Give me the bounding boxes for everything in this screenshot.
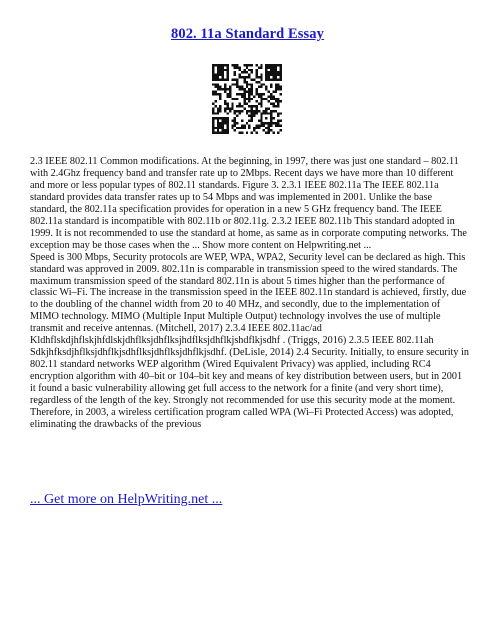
- get-more-link[interactable]: ... Get more on HelpWriting.net ...: [30, 492, 223, 507]
- essay-excerpt: 2.3 IEEE 802.11 Common modifications. At the beginning, in 1997, there was just one standard – 802.11 with 2.4Ghz frequency band and transfer rate up to 2Mbps. Recent days we have more than 10 different and more or less popular types of 802.11 standards. Figure 3. 2.3.1 IEEE 802.11a The IEEE 802.11a standard provides data transfer rates up to 54 Mbps and was implemented in 2001. Unlike the base standard, the 802.11a specification provides for operation in a new 5 GHz frequency band. The IEEE 802.11a standard is incompatible with 802.11b or 802.11g. 2.3.2 IEEE 802.11b This standard adopted in 1999. It is not recommended to use the standard at home, as same as in corporate computing networks. The exception may be those cases when the ... Show more content on Helpwriting.net ... Speed is 300 Mbps, Security protocols are WEP, WPA, WPA2, Security level can be declared as high. This standard was approved in 2009. 802.11n is comparable in transmission speed to the wired standards. The maximum transmission speed of the standard 802.11n is about 5 times higher than the performance of classic Wi–Fi. The increase in the transmission speed in the IEEE 802.11n standard is achieved, firstly, due to the doubling of the channel width from 20 to 40 MHz, and secondly, due to the implementation of MIMO technology. MIMO (Multiple Input Multiple Output) technology involves the use of multiple transmit and receive antennas. (Mitchell, 2017) 2.3.4 IEEE 802.11ac/ad Kldhflskdjhflskjhfdlskjdhflksjdhflksjhdflksjdhflkjshdflkjsdhf . (Triggs, 2016) 2.3.5 IEEE 802.11ah Sdkjhfksdjhflksjdhflkjsdhflksjdhflksjdhflkjsdhf. (DeLisle, 2014) 2.4 Security. Initially, to ensure security in 802.11 standard networks WEP algorithm (Wired Equivalent Privacy) was applied, including RC4 encryption algorithm with 40–bit or 104–bit key and means of key distribution between users, but in 2001 it found a basic vulnerability allowing get full access to the network for a finite (and very short time), regardless of the length of the key. Strongly not recommended for use this security mode at the moment. Therefore, in 2003, a wireless certification program called WPA (Wi–Fi Protected Access) was adopted, eliminating the drawbacks of the previous: [30, 156, 469, 430]
- page-title[interactable]: 802. 11a Standard Essay: [171, 26, 324, 42]
- qr-code-icon: [212, 64, 282, 134]
